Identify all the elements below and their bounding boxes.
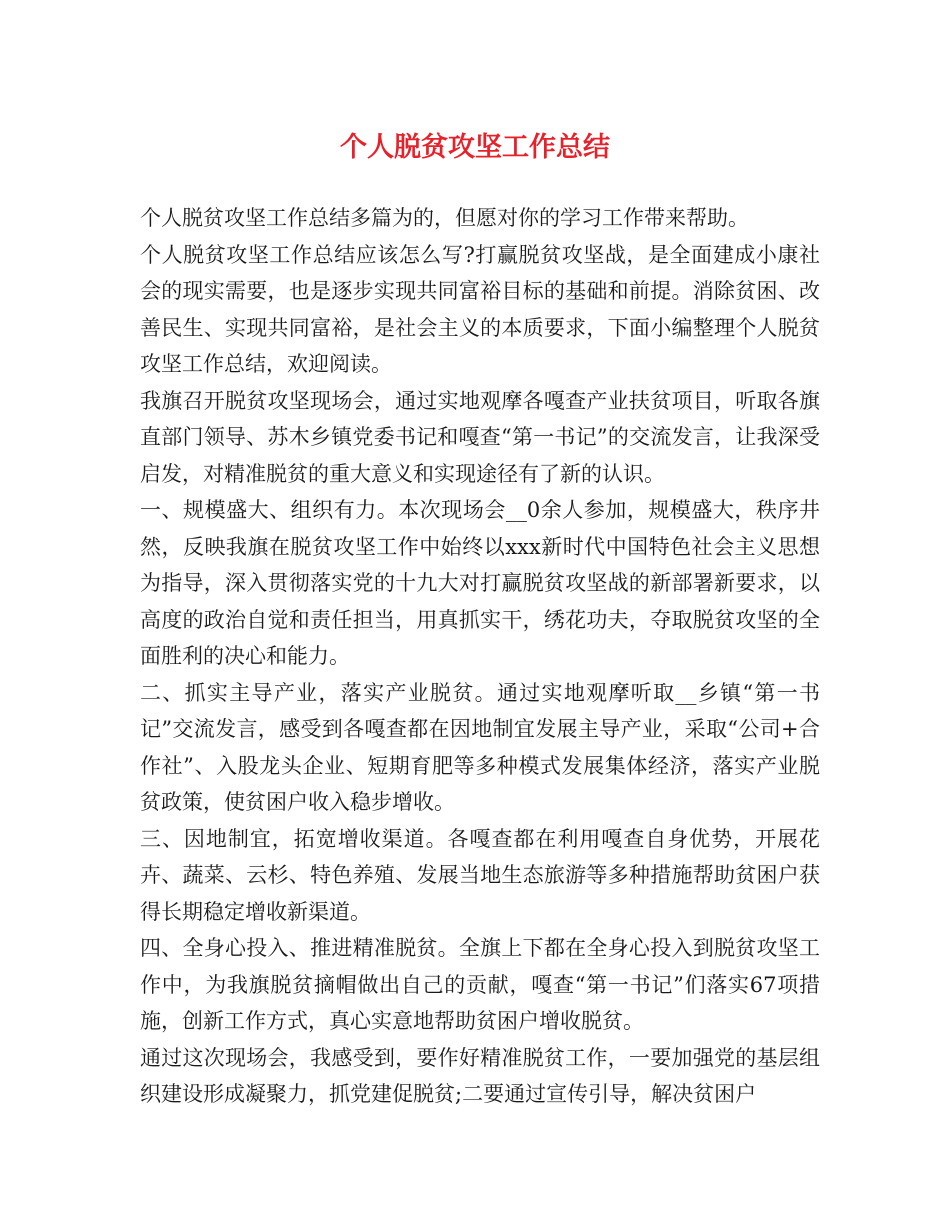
paragraph-conclusion: 通过这次现场会，我感受到，要作好精准脱贫工作，一要加强党的基层组织建设形成凝聚力，抓党建促脱贫;二要通过宣传引导，解决贫困户	[140, 1045, 820, 1106]
document-title: 个人脱贫攻坚工作总结	[340, 132, 610, 163]
paragraph-point-one: 一、规模盛大、组织有力。本次现场会__0余人参加，规模盛大，秩序井然，反映我旗在脱贫攻坚工作中始终以xxx新时代中国特色社会主义思想为指导，深入贯彻落实党的十九大对打赢脱贫攻坚战的新部署新要求，以高度的政治自觉和责任担当，用真抓实干，绣花功夫，夺取脱贫攻坚的全面胜利的决心和能力。	[140, 498, 820, 668]
paragraph-point-three: 三、因地制宜，拓宽增收渠道。各嘎查都在利用嘎查自身优势，开展花卉、蔬菜、云杉、特色养殖、发展当地生态旅游等多种措施帮助贫困户获得长期稳定增收新渠道。	[140, 826, 820, 924]
paragraph-background: 个人脱贫攻坚工作总结应该怎么写?打赢脱贫攻坚战，是全面建成小康社会的现实需要，也是逐步实现共同富裕目标的基础和前提。消除贫困、改善民生、实现共同富裕，是社会主义的本质要求，下面小编整理个人脱贫攻坚工作总结，欢迎阅读。	[140, 242, 820, 376]
paragraph-point-four: 四、全身心投入、推进精准脱贫。全旗上下都在全身心投入到脱贫攻坚工作中，为我旗脱贫摘帽做出自己的贡献，嘎查“第一书记”们落实67项措施，创新工作方式，真心实意地帮助贫困户增收脱贫。	[140, 936, 820, 1033]
paragraph-intro: 个人脱贫攻坚工作总结多篇为的，但愿对你的学习工作带来帮助。	[140, 206, 749, 230]
paragraph-meeting: 我旗召开脱贫攻坚现场会，通过实地观摩各嘎查产业扶贫项目，听取各旗直部门领导、苏木乡镇党委书记和嘎查“第一书记”的交流发言，让我深受启发，对精准脱贫的重大意义和实现途径有了新的认识。	[140, 388, 820, 486]
paragraph-point-two: 二、抓实主导产业，落实产业脱贫。通过实地观摩听取__乡镇“第一书记”交流发言，感受到各嘎查都在因地制宜发展主导产业，采取“公司+合作社”、入股龙头企业、短期育肥等多种模式发展集体经济，落实产业脱贫政策，使贫困户收入稳步增收。	[140, 680, 820, 814]
document-body	[140, 200, 820, 1113]
